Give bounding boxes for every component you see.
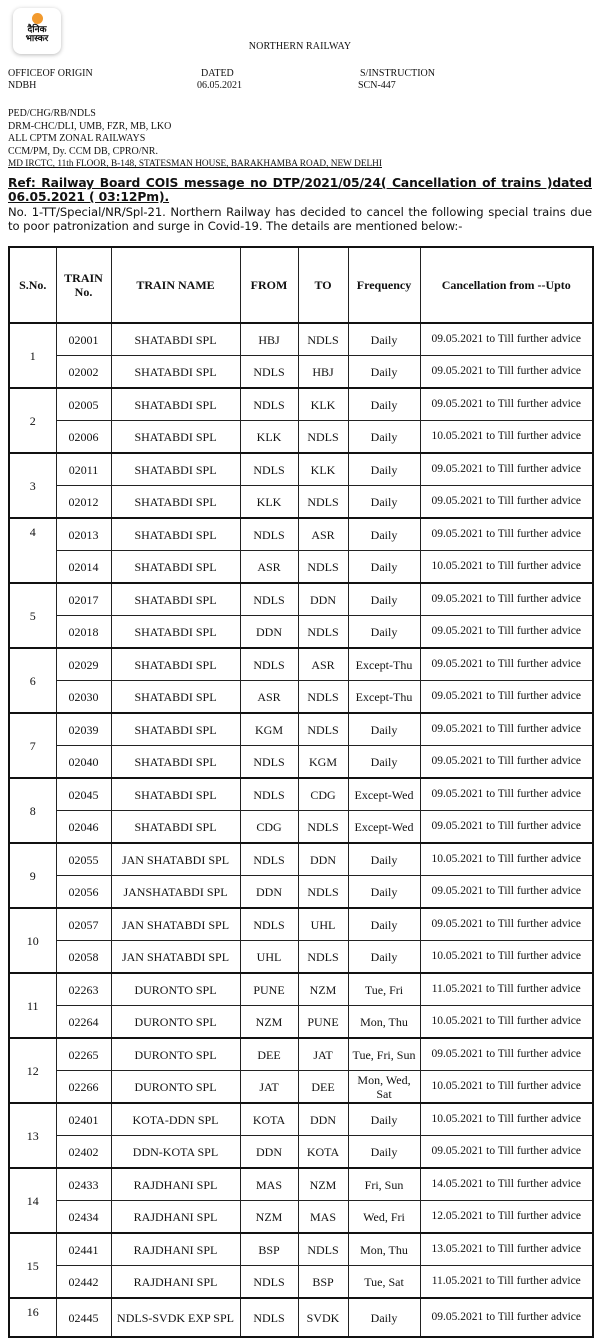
from-station: DDN — [240, 616, 298, 649]
train-number: 02266 — [56, 1071, 111, 1104]
train-number: 02002 — [56, 356, 111, 389]
train-name: JAN SHATABDI SPL — [111, 843, 240, 876]
addressee: DRM-CHC/DLI, UMB, FZR, MB, LKO — [8, 120, 172, 132]
to-station: NDLS — [298, 421, 348, 454]
frequency: Daily — [348, 583, 420, 616]
table-row — [9, 583, 593, 616]
train-number: 02265 — [56, 1038, 111, 1071]
table-row — [9, 388, 593, 421]
frequency: Daily — [348, 908, 420, 941]
from-station: HBJ — [240, 323, 298, 356]
train-number: 02005 — [56, 388, 111, 421]
serial-number: 4 — [9, 518, 56, 583]
train-name: SHATABDI SPL — [111, 583, 240, 616]
table-row — [9, 876, 593, 909]
cancellation-period: 09.05.2021 to Till further advice — [420, 486, 593, 519]
train-number: 02433 — [56, 1168, 111, 1201]
train-number: 02263 — [56, 973, 111, 1006]
train-name: JAN SHATABDI SPL — [111, 941, 240, 974]
cancellation-period: 09.05.2021 to Till further advice — [420, 356, 593, 389]
train-name: SHATABDI SPL — [111, 518, 240, 551]
office-value: NDBH — [8, 80, 37, 91]
serial-number: 3 — [9, 453, 56, 518]
cancellation-period: 09.05.2021 to Till further advice — [420, 681, 593, 714]
train-number: 02045 — [56, 778, 111, 811]
from-station: NDLS — [240, 1266, 298, 1299]
table-row — [9, 843, 593, 876]
frequency: Daily — [348, 388, 420, 421]
serial-number: 8 — [9, 778, 56, 843]
train-number: 02013 — [56, 518, 111, 551]
train-number: 02011 — [56, 453, 111, 486]
table-row — [9, 518, 593, 551]
frequency: Tue, Sat — [348, 1266, 420, 1299]
train-number: 02442 — [56, 1266, 111, 1299]
train-name: SHATABDI SPL — [111, 453, 240, 486]
table-row — [9, 1233, 593, 1266]
table-row — [9, 681, 593, 714]
train-name: DURONTO SPL — [111, 1006, 240, 1039]
table-row — [9, 551, 593, 584]
table-row — [9, 1168, 593, 1201]
special-instruction — [358, 68, 435, 92]
table-row — [9, 973, 593, 1006]
to-station: NDLS — [298, 1233, 348, 1266]
train-name: JANSHATABDI SPL — [111, 876, 240, 909]
frequency: Daily — [348, 746, 420, 779]
train-number: 02056 — [56, 876, 111, 909]
cancellation-period: 09.05.2021 to Till further advice — [420, 453, 593, 486]
from-station: BSP — [240, 1233, 298, 1266]
table-row — [9, 811, 593, 844]
to-station: NDLS — [298, 616, 348, 649]
cancellation-period: 10.05.2021 to Till further advice — [420, 1103, 593, 1136]
from-station: KOTA — [240, 1103, 298, 1136]
cancellation-period: 09.05.2021 to Till further advice — [420, 811, 593, 844]
cancellation-period: 09.05.2021 to Till further advice — [420, 648, 593, 681]
table-row — [9, 1103, 593, 1136]
from-station: MAS — [240, 1168, 298, 1201]
to-station: NDLS — [298, 323, 348, 356]
from-station: NDLS — [240, 648, 298, 681]
to-station: NDLS — [298, 876, 348, 909]
to-station: JAT — [298, 1038, 348, 1071]
to-station: NDLS — [298, 811, 348, 844]
train-number: 02058 — [56, 941, 111, 974]
train-number: 02057 — [56, 908, 111, 941]
train-name: RAJDHANI SPL — [111, 1201, 240, 1234]
train-number: 02055 — [56, 843, 111, 876]
table-row — [9, 323, 593, 356]
train-name: SHATABDI SPL — [111, 811, 240, 844]
instruction-label: S/INSTRUCTION — [360, 68, 436, 79]
train-number: 02401 — [56, 1103, 111, 1136]
header-frequency: Frequency — [348, 247, 420, 323]
serial-number: 5 — [9, 583, 56, 648]
frequency: Except-Thu — [348, 681, 420, 714]
serial-number: 15 — [9, 1233, 56, 1298]
serial-number: 7 — [9, 713, 56, 778]
train-name: SHATABDI SPL — [111, 551, 240, 584]
table-row — [9, 1298, 593, 1337]
to-station: KOTA — [298, 1136, 348, 1169]
to-station: NDLS — [298, 551, 348, 584]
train-name: JAN SHATABDI SPL — [111, 908, 240, 941]
cancellation-period: 13.05.2021 to Till further advice — [420, 1233, 593, 1266]
frequency: Daily — [348, 421, 420, 454]
frequency: Daily — [348, 616, 420, 649]
train-name: RAJDHANI SPL — [111, 1168, 240, 1201]
to-station: DDN — [298, 583, 348, 616]
frequency: Daily — [348, 551, 420, 584]
cancellation-period: 10.05.2021 to Till further advice — [420, 1006, 593, 1039]
to-station: NDLS — [298, 713, 348, 746]
table-row — [9, 1038, 593, 1071]
from-station: NDLS — [240, 356, 298, 389]
from-station: NDLS — [240, 388, 298, 421]
from-station: CDG — [240, 811, 298, 844]
from-station: NDLS — [240, 746, 298, 779]
cancellation-period: 09.05.2021 to Till further advice — [420, 778, 593, 811]
table-row — [9, 746, 593, 779]
cancellation-period: 09.05.2021 to Till further advice — [420, 908, 593, 941]
header-train-no-text: TRAIN No. — [64, 271, 103, 299]
train-number: 02402 — [56, 1136, 111, 1169]
table-row — [9, 648, 593, 681]
table-row — [9, 1071, 593, 1104]
train-name: DDN-KOTA SPL — [111, 1136, 240, 1169]
to-station: KLK — [298, 388, 348, 421]
from-station: NDLS — [240, 908, 298, 941]
to-station: NDLS — [298, 941, 348, 974]
from-station: NDLS — [240, 583, 298, 616]
cancellation-period: 09.05.2021 to Till further advice — [420, 583, 593, 616]
frequency: Daily — [348, 1298, 420, 1337]
from-station: PUNE — [240, 973, 298, 1006]
train-number: 02001 — [56, 323, 111, 356]
from-station: DDN — [240, 876, 298, 909]
train-name: SHATABDI SPL — [111, 713, 240, 746]
to-station: UHL — [298, 908, 348, 941]
from-station: DDN — [240, 1136, 298, 1169]
cancellation-period: 10.05.2021 to Till further advice — [420, 1071, 593, 1104]
to-station: NZM — [298, 1168, 348, 1201]
train-number: 02017 — [56, 583, 111, 616]
addressee: CCM/PM, Dy. CCM DB, CPRO/NR. — [8, 145, 158, 157]
office-label: OFFICEOF ORIGIN — [8, 68, 93, 79]
train-name: SHATABDI SPL — [111, 648, 240, 681]
serial-number: 12 — [9, 1038, 56, 1103]
frequency: Fri, Sun — [348, 1168, 420, 1201]
cancellation-period: 09.05.2021 to Till further advice — [420, 746, 593, 779]
train-name: SHATABDI SPL — [111, 388, 240, 421]
frequency: Daily — [348, 486, 420, 519]
from-station: NDLS — [240, 843, 298, 876]
cancelled-trains-table — [8, 246, 594, 1338]
from-station: NDLS — [240, 453, 298, 486]
from-station: KLK — [240, 421, 298, 454]
from-station: ASR — [240, 551, 298, 584]
frequency: Daily — [348, 876, 420, 909]
to-station: SVDK — [298, 1298, 348, 1337]
frequency: Daily — [348, 941, 420, 974]
to-station: PUNE — [298, 1006, 348, 1039]
addressee: PED/CHG/RB/NDLS — [8, 108, 96, 119]
dated-value: 06.05.2021 — [197, 80, 242, 91]
frequency: Daily — [348, 843, 420, 876]
table-row — [9, 421, 593, 454]
train-name: SHATABDI SPL — [111, 323, 240, 356]
to-station: NZM — [298, 973, 348, 1006]
serial-number: 14 — [9, 1168, 56, 1233]
train-name: SHATABDI SPL — [111, 681, 240, 714]
serial-number: 13 — [9, 1103, 56, 1168]
frequency: Mon, Thu — [348, 1006, 420, 1039]
train-name: SHATABDI SPL — [111, 746, 240, 779]
from-station: NZM — [240, 1006, 298, 1039]
to-station: DEE — [298, 1071, 348, 1104]
from-station: DEE — [240, 1038, 298, 1071]
table-row — [9, 1136, 593, 1169]
train-name: RAJDHANI SPL — [111, 1266, 240, 1299]
from-station: NDLS — [240, 778, 298, 811]
train-name: SHATABDI SPL — [111, 486, 240, 519]
train-number: 02018 — [56, 616, 111, 649]
cancellation-period: 12.05.2021 to Till further advice — [420, 1201, 593, 1234]
logo-text: दैनिक भास्कर — [25, 25, 49, 44]
dated-label: DATED — [201, 68, 234, 79]
logo-sun-icon — [32, 13, 43, 24]
serial-number: 9 — [9, 843, 56, 908]
reference-line: Ref: Railway Board COIS message no DTP/2021/05/24( Cancellation of trains )dated 06.05.2021 ( 03:12Pm). — [8, 176, 592, 204]
serial-number: 2 — [9, 388, 56, 453]
cancellation-period: 11.05.2021 to Till further advice — [420, 973, 593, 1006]
train-number: 02264 — [56, 1006, 111, 1039]
from-station: ASR — [240, 681, 298, 714]
table-row — [9, 713, 593, 746]
table-row — [9, 941, 593, 974]
table-row — [9, 908, 593, 941]
table-row — [9, 778, 593, 811]
train-number: 02441 — [56, 1233, 111, 1266]
table-header-row — [9, 247, 593, 323]
document-title: NORTHERN RAILWAY — [248, 41, 352, 52]
cancellation-period: 09.05.2021 to Till further advice — [420, 518, 593, 551]
serial-number: 16 — [9, 1298, 56, 1337]
to-station: DDN — [298, 1103, 348, 1136]
from-station: JAT — [240, 1071, 298, 1104]
train-number: 02434 — [56, 1201, 111, 1234]
train-name: DURONTO SPL — [111, 1071, 240, 1104]
frequency: Tue, Fri — [348, 973, 420, 1006]
cancellation-period: 10.05.2021 to Till further advice — [420, 941, 593, 974]
train-number: 02445 — [56, 1298, 111, 1337]
header-sno: S.No. — [9, 247, 56, 323]
header-from: FROM — [240, 247, 298, 323]
header-cancellation: Cancellation from --Upto — [420, 247, 593, 323]
table-row — [9, 453, 593, 486]
frequency: Daily — [348, 453, 420, 486]
train-name: SHATABDI SPL — [111, 778, 240, 811]
cancellation-period: 09.05.2021 to Till further advice — [420, 876, 593, 909]
train-name: SHATABDI SPL — [111, 356, 240, 389]
frequency: Daily — [348, 356, 420, 389]
header-train-no — [56, 247, 111, 323]
frequency: Except-Wed — [348, 811, 420, 844]
frequency: Daily — [348, 518, 420, 551]
dated — [197, 68, 242, 92]
office-of-origin — [8, 68, 93, 92]
to-station: NDLS — [298, 681, 348, 714]
cancellation-period: 09.05.2021 to Till further advice — [420, 323, 593, 356]
frequency: Daily — [348, 1103, 420, 1136]
to-station: NDLS — [298, 486, 348, 519]
serial-number: 10 — [9, 908, 56, 973]
frequency: Mon, Thu — [348, 1233, 420, 1266]
serial-number: 11 — [9, 973, 56, 1038]
frequency: Except-Thu — [348, 648, 420, 681]
train-number: 02014 — [56, 551, 111, 584]
addressee: ALL CPTM ZONAL RAILWAYS — [8, 133, 146, 144]
frequency: Daily — [348, 713, 420, 746]
cancellation-period: 09.05.2021 to Till further advice — [420, 1136, 593, 1169]
table-row — [9, 486, 593, 519]
train-name: SHATABDI SPL — [111, 616, 240, 649]
frequency: Except-Wed — [348, 778, 420, 811]
frequency: Wed, Fri — [348, 1201, 420, 1234]
to-station: HBJ — [298, 356, 348, 389]
addressee-list — [8, 108, 382, 171]
frequency: Tue, Fri, Sun — [348, 1038, 420, 1071]
from-station: NZM — [240, 1201, 298, 1234]
cancellation-period: 09.05.2021 to Till further advice — [420, 616, 593, 649]
cancellation-period: 09.05.2021 to Till further advice — [420, 1298, 593, 1337]
train-name: RAJDHANI SPL — [111, 1233, 240, 1266]
table-row — [9, 616, 593, 649]
serial-number: 1 — [9, 323, 56, 388]
from-station: NDLS — [240, 518, 298, 551]
frequency: Daily — [348, 1136, 420, 1169]
cancellation-period: 09.05.2021 to Till further advice — [420, 388, 593, 421]
cancellation-period: 10.05.2021 to Till further advice — [420, 551, 593, 584]
train-number: 02040 — [56, 746, 111, 779]
to-station: BSP — [298, 1266, 348, 1299]
cancellation-period: 14.05.2021 to Till further advice — [420, 1168, 593, 1201]
header-train-name: TRAIN NAME — [111, 247, 240, 323]
to-station: CDG — [298, 778, 348, 811]
cancellation-period: 09.05.2021 to Till further advice — [420, 713, 593, 746]
table-row — [9, 356, 593, 389]
from-station: KGM — [240, 713, 298, 746]
serial-number: 6 — [9, 648, 56, 713]
train-number: 02006 — [56, 421, 111, 454]
table-row — [9, 1006, 593, 1039]
train-name: SHATABDI SPL — [111, 421, 240, 454]
to-station: DDN — [298, 843, 348, 876]
from-station: KLK — [240, 486, 298, 519]
to-station: KLK — [298, 453, 348, 486]
cancellation-period: 11.05.2021 to Till further advice — [420, 1266, 593, 1299]
train-name: NDLS-SVDK EXP SPL — [111, 1298, 240, 1337]
table-row — [9, 1201, 593, 1234]
instruction-value: SCN-447 — [358, 80, 396, 91]
from-station: UHL — [240, 941, 298, 974]
cancellation-period: 10.05.2021 to Till further advice — [420, 421, 593, 454]
notice-body: No. 1-TT/Special/NR/Spl-21. Northern Railway has decided to cancel the following special trains due to poor patronization and surge in Covid-19. The details are mentioned below:- — [8, 205, 592, 233]
header-to: TO — [298, 247, 348, 323]
to-station: MAS — [298, 1201, 348, 1234]
train-number: 02029 — [56, 648, 111, 681]
train-name: DURONTO SPL — [111, 973, 240, 1006]
to-station: KGM — [298, 746, 348, 779]
cancellation-period: 10.05.2021 to Till further advice — [420, 843, 593, 876]
train-name: KOTA-DDN SPL — [111, 1103, 240, 1136]
from-station: NDLS — [240, 1298, 298, 1337]
cancellation-period: 09.05.2021 to Till further advice — [420, 1038, 593, 1071]
frequency: Daily — [348, 323, 420, 356]
to-station: ASR — [298, 648, 348, 681]
frequency: Mon, Wed, Sat — [348, 1071, 420, 1104]
train-name: DURONTO SPL — [111, 1038, 240, 1071]
addressee: MD IRCTC, 11th FLOOR, B-148, STATESMAN HOUSE, BARAKHAMBA ROAD, NEW DELHI — [8, 159, 382, 169]
train-number: 02012 — [56, 486, 111, 519]
train-number: 02046 — [56, 811, 111, 844]
train-number: 02030 — [56, 681, 111, 714]
to-station: ASR — [298, 518, 348, 551]
table-row — [9, 1266, 593, 1299]
train-number: 02039 — [56, 713, 111, 746]
